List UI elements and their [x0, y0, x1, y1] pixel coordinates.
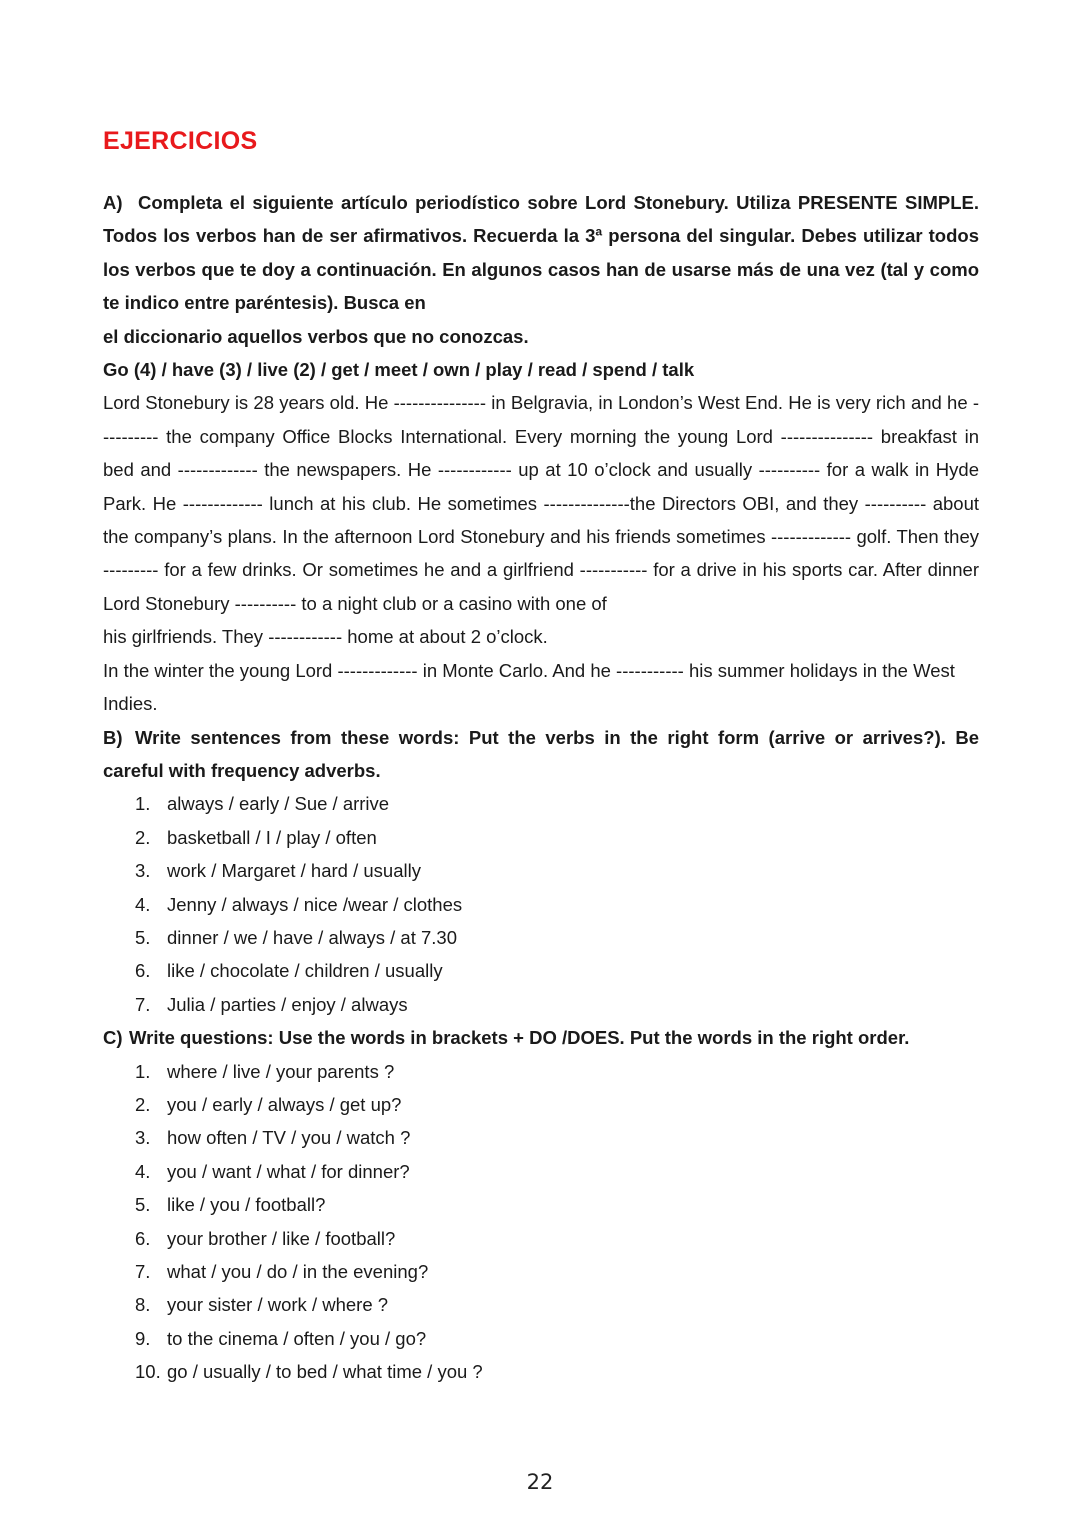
list-item: [103, 954, 979, 987]
item-text: where / live / your parents ?: [167, 1060, 395, 1082]
item-text: your sister / work / where ?: [167, 1294, 389, 1316]
item-text: like / you / football?: [167, 1194, 326, 1216]
list-item: [103, 1355, 979, 1388]
article-paragraph-3: In the winter the young Lord ------------- in Monte Carlo. And he ----------- his summer holidays in the West Indies.: [103, 659, 955, 715]
list-item: [103, 988, 979, 1021]
exercise-body: [103, 186, 979, 1389]
list-item: [103, 1055, 979, 1088]
list-item: [103, 787, 979, 820]
section-b-letter: B): [103, 726, 123, 748]
list-item: [103, 1155, 979, 1188]
item-number: 5.: [135, 1194, 151, 1216]
section-c-instructions-text: Write questions: Use the words in brackets + DO /DOES. Put the words in the right order.: [129, 1027, 910, 1049]
article-paragraph-1: Lord Stonebury is 28 years old. He --------------- in Belgravia, in London’s West End. He is very rich and he ---------- the company Office Blocks International. Every morning the young Lord --------------- breakfast in bed and ------------- the newspapers. He ------------ up at 10 o’clock and usually ---------- for a walk in Hyde Park. He ------------- lunch at his club. He sometimes --------------the Directors OBI, and they ---------- about the company’s plans. In the afternoon Lord Stonebury and his friends sometimes ------------- golf. Then they --------- for a few drinks. Or sometimes he and a girlfriend ----------- for a drive in his sports car. After dinner Lord Stonebury ---------- to a night club or a casino with one of: [103, 392, 979, 614]
item-number: 1.: [135, 793, 151, 815]
page-title: EJERCICIOS: [103, 127, 258, 155]
verb-list: Go (4) / have (3) / live (2) / get / meet / own / play / read / spend / talk: [103, 359, 695, 381]
list-item: [103, 1188, 979, 1221]
item-text: like / chocolate / children / usually: [167, 960, 443, 982]
page-number: 22: [526, 1470, 554, 1494]
item-text: you / want / what / for dinner?: [167, 1160, 410, 1182]
section-a-instructions-text: Completa el siguiente artículo periodístico sobre Lord Stonebury. Utiliza PRESENTE SIMPLE. Todos los verbos han de ser afirmativos. Recuerda la 3ª persona del singular. Debes utilizar todos los verbos que te doy a continuación. En algunos casos han de usarse más de una vez (tal y como te indico entre paréntesis). Busca en: [103, 192, 979, 314]
item-number: 5.: [135, 926, 151, 948]
item-number: 7.: [135, 993, 151, 1015]
item-text: Jenny / always / nice /wear / clothes: [167, 893, 463, 915]
section-b-instructions-text: Write sentences from these words: Put the verbs in the right form (arrive or arrives?). Be careful with frequency adverbs.: [103, 726, 979, 781]
list-item: [103, 854, 979, 887]
item-number: 2.: [135, 1093, 151, 1115]
list-item: [103, 1288, 979, 1321]
item-text: go / usually / to bed / what time / you ?: [167, 1361, 483, 1383]
item-number: 4.: [135, 1160, 151, 1182]
item-text: how often / TV / you / watch ?: [167, 1127, 411, 1149]
section-c-list: [103, 1055, 979, 1389]
item-number: 4.: [135, 893, 151, 915]
item-text: you / early / always / get up?: [167, 1093, 402, 1115]
section-a-letter: A): [103, 192, 123, 213]
item-text: to the cinema / often / you / go?: [167, 1327, 427, 1349]
item-text: your brother / like / football?: [167, 1227, 396, 1249]
section-b-instructions: [103, 721, 979, 788]
list-item: [103, 821, 979, 854]
list-item: [103, 1255, 979, 1288]
list-item: [103, 1121, 979, 1154]
item-number: 1.: [135, 1060, 151, 1082]
list-item: [103, 1222, 979, 1255]
item-text: always / early / Sue / arrive: [167, 793, 390, 815]
section-a-instructions: [103, 186, 979, 320]
item-number: 10.: [135, 1361, 161, 1383]
section-b-list: [103, 787, 979, 1021]
list-item: [103, 1322, 979, 1355]
item-text: Julia / parties / enjoy / always: [167, 993, 408, 1015]
item-number: 7.: [135, 1261, 151, 1282]
item-number: 8.: [135, 1294, 151, 1316]
item-text: dinner / we / have / always / at 7.30: [167, 926, 457, 948]
item-number: 9.: [135, 1327, 151, 1349]
item-text: work / Margaret / hard / usually: [167, 860, 421, 882]
item-number: 6.: [135, 1227, 151, 1249]
list-item: [103, 888, 979, 921]
item-number: 2.: [135, 826, 151, 848]
section-c-letter: C): [103, 1027, 123, 1049]
item-number: 3.: [135, 860, 151, 882]
list-item: [103, 921, 979, 954]
article-paragraph-2: his girlfriends. They ------------ home at about 2 o’clock.: [103, 626, 548, 648]
list-item: [103, 1088, 979, 1121]
section-c-instructions: [103, 1021, 979, 1054]
item-number: 6.: [135, 960, 151, 982]
section-a-instructions-end: el diccionario aquellos verbos que no conozcas.: [103, 325, 529, 347]
item-text: basketball / I / play / often: [167, 826, 377, 848]
item-text: what / you / do / in the evening?: [167, 1261, 429, 1282]
item-number: 3.: [135, 1127, 151, 1149]
